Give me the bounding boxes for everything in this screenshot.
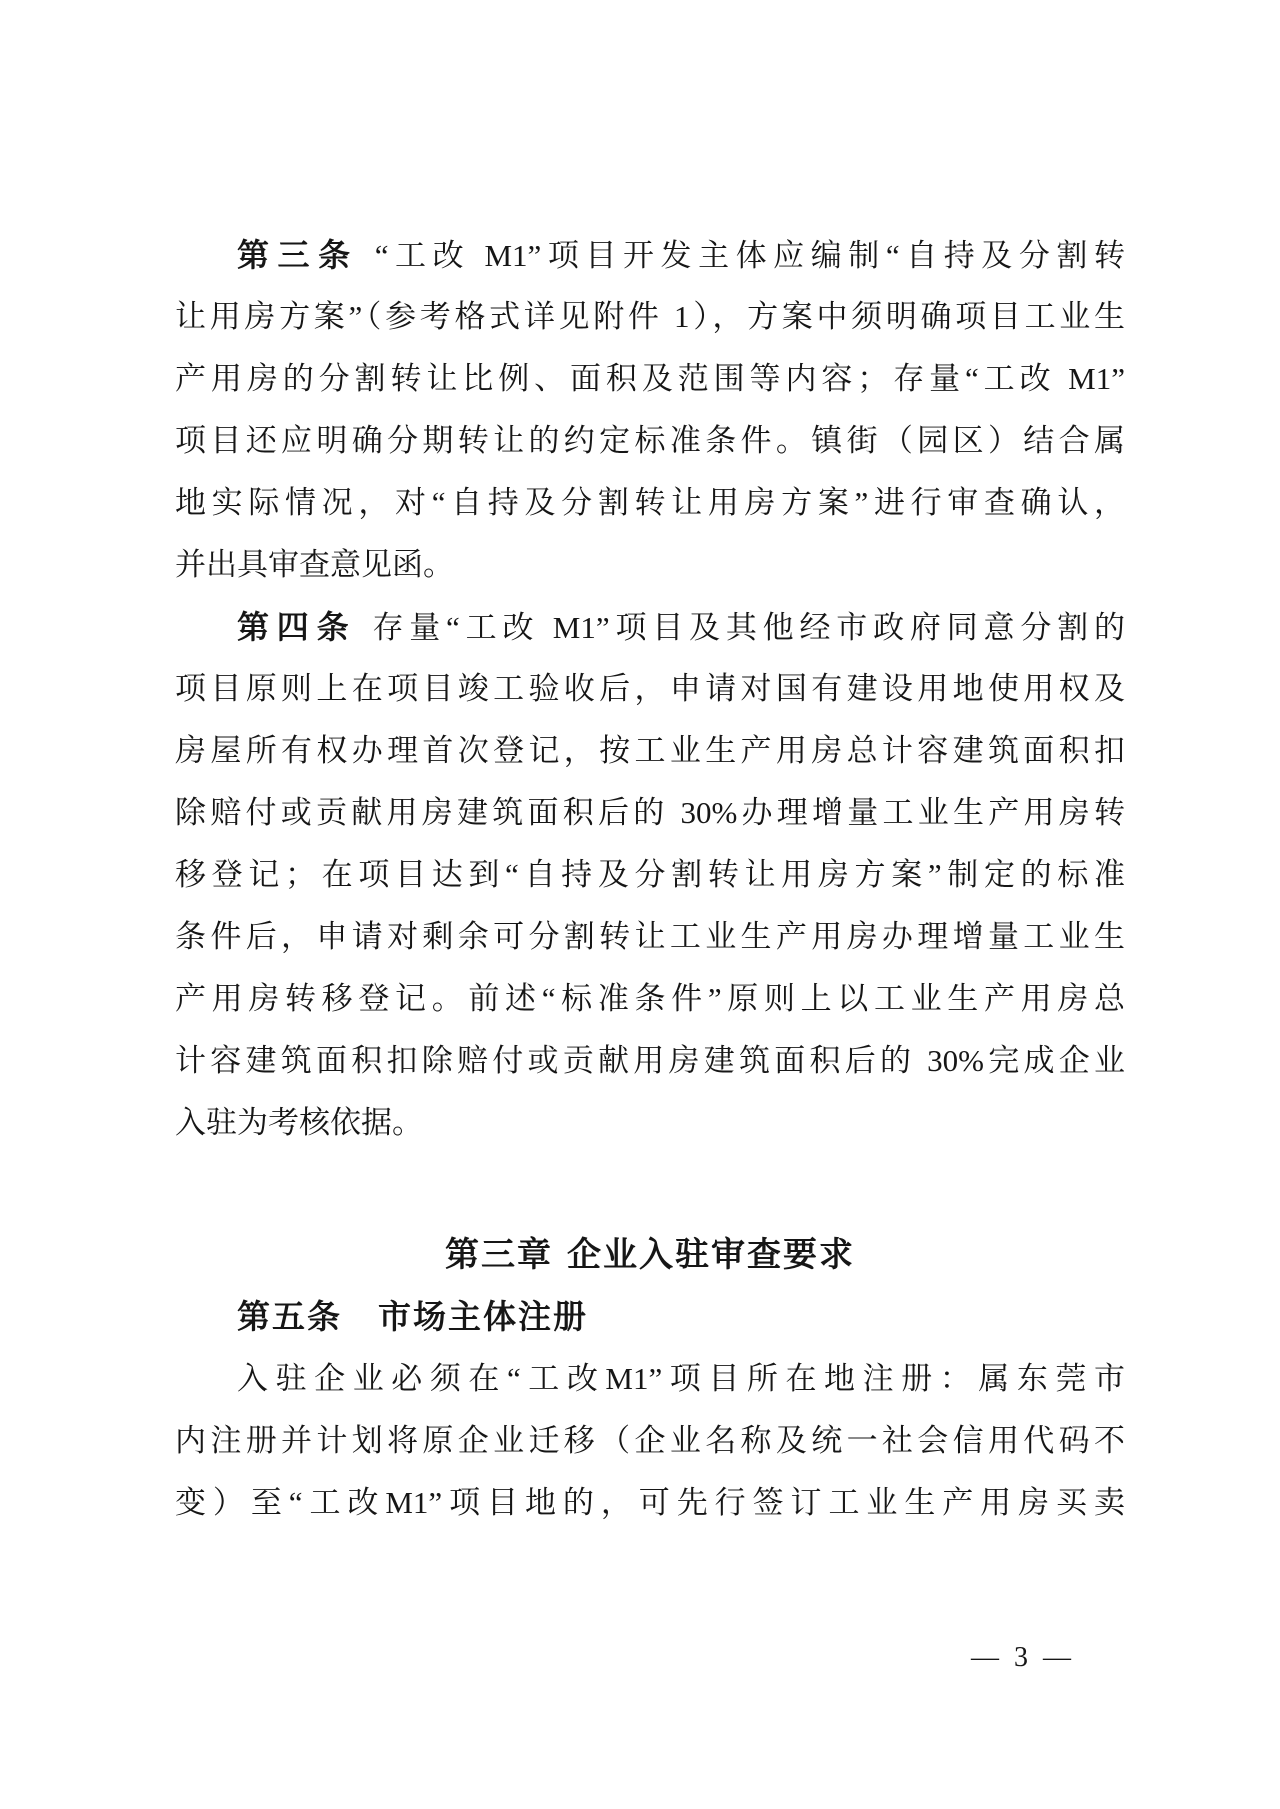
- article-4-number: 第四条: [237, 609, 357, 645]
- chapter-heading: [175, 1224, 1125, 1286]
- text-line: 计容建筑面积扣除赔付或贡献用房建筑面积后的 30%完成企业: [175, 1043, 1125, 1078]
- text-line: 项目还应明确分期转让的约定标准条件。镇街（园区）结合属: [175, 423, 1125, 458]
- article-5-number: 第五条: [237, 1298, 342, 1335]
- article-5-heading: [175, 1286, 1125, 1348]
- document-body: [175, 224, 1125, 1534]
- article-3-number: 第三条: [237, 237, 359, 273]
- text-line: [175, 224, 1125, 286]
- text-line: 房屋所有权办理首次登记，按工业生产用房总计容建筑面积扣: [175, 733, 1125, 768]
- text-line: 入驻企业必须在“工改M1”项目所在地注册：属东莞市: [237, 1361, 1125, 1396]
- text-line: 并出具审查意见函。: [175, 547, 454, 582]
- text-line: [175, 596, 1125, 658]
- article-3-paragraph: [175, 224, 1125, 596]
- text-line: 让用房方案”（参考格式详见附件 1），方案中须明确项目工业生: [175, 299, 1125, 334]
- chapter-number: 第三章: [445, 1236, 553, 1274]
- text-line: 移登记；在项目达到“自持及分割转让用房方案”制定的标准: [175, 857, 1125, 892]
- article-4-line-text: 存量“工改 M1”项目及其他经市政府同意分割的: [372, 610, 1125, 645]
- text-line: 除赔付或贡献用房建筑面积后的 30%办理增量工业生产用房转: [175, 795, 1125, 830]
- text-line: 产用房的分割转让比例、面积及范围等内容；存量“工改 M1”: [175, 361, 1125, 396]
- article-4-paragraph: [175, 596, 1125, 1154]
- text-line: 变）至“工改M1”项目地的，可先行签订工业生产用房买卖: [175, 1485, 1125, 1520]
- text-line: 内注册并计划将原企业迁移（企业名称及统一社会信用代码不: [175, 1423, 1125, 1458]
- article-3-line-text: “工改 M1”项目开发主体应编制“自持及分割转: [374, 238, 1125, 273]
- text-line: 入驻为考核依据。: [175, 1105, 423, 1140]
- article-5-title: 市场主体注册: [378, 1298, 588, 1335]
- chapter-title: 企业入驻审查要求: [567, 1236, 855, 1274]
- text-line: 产用房转移登记。前述“标准条件”原则上以工业生产用房总: [175, 981, 1125, 1016]
- article-5-paragraph: [175, 1348, 1125, 1534]
- text-line: 地实际情况，对“自持及分割转让用房方案”进行审查确认，: [175, 485, 1125, 520]
- text-line: 项目原则上在项目竣工验收后，申请对国有建设用地使用权及: [175, 671, 1125, 706]
- text-line: 条件后，申请对剩余可分割转让工业生产用房办理增量工业生: [175, 919, 1125, 954]
- page-number: — 3 —: [971, 1642, 1075, 1673]
